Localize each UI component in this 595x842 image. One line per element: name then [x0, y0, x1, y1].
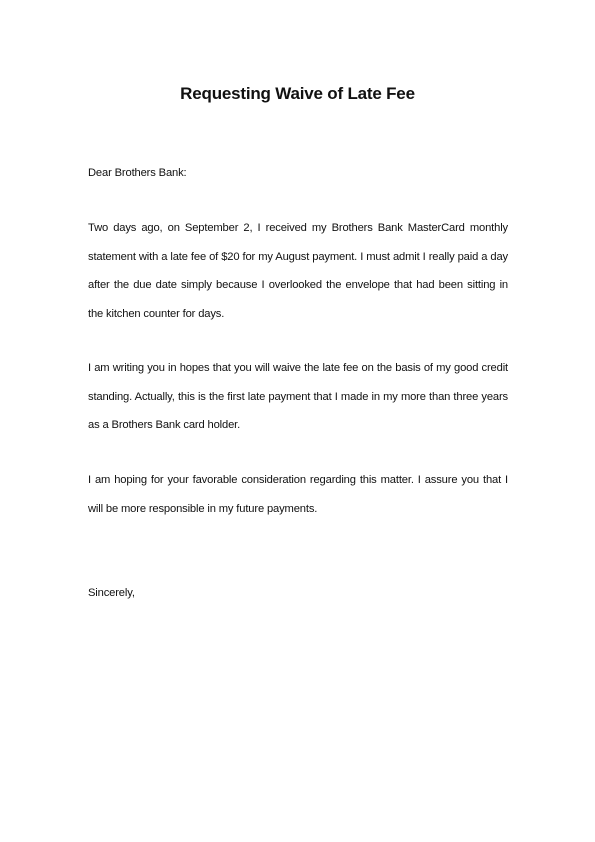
closing: Sincerely,: [88, 587, 135, 599]
paragraph-3: I am hoping for your favorable consideration regarding this matter. I assure you that I will be more responsible in my future payments.: [88, 474, 508, 515]
salutation: Dear Brothers Bank:: [88, 167, 187, 179]
paragraph-1: Two days ago, on September 2, I received my Brothers Bank MasterCard monthly statement with a late fee of $20 for my August payment. I must admit I really paid a day after the due date simply because I overlooked the envelope that had been sitting in the kitchen counter for days.: [88, 222, 508, 320]
document-title: Requesting Waive of Late Fee: [180, 84, 415, 103]
paragraph-2: I am writing you in hopes that you will waive the late fee on the basis of my good credit standing. Actually, this is the first late payment that I made in my more than three years as a Brothers Bank card holder.: [88, 362, 508, 432]
